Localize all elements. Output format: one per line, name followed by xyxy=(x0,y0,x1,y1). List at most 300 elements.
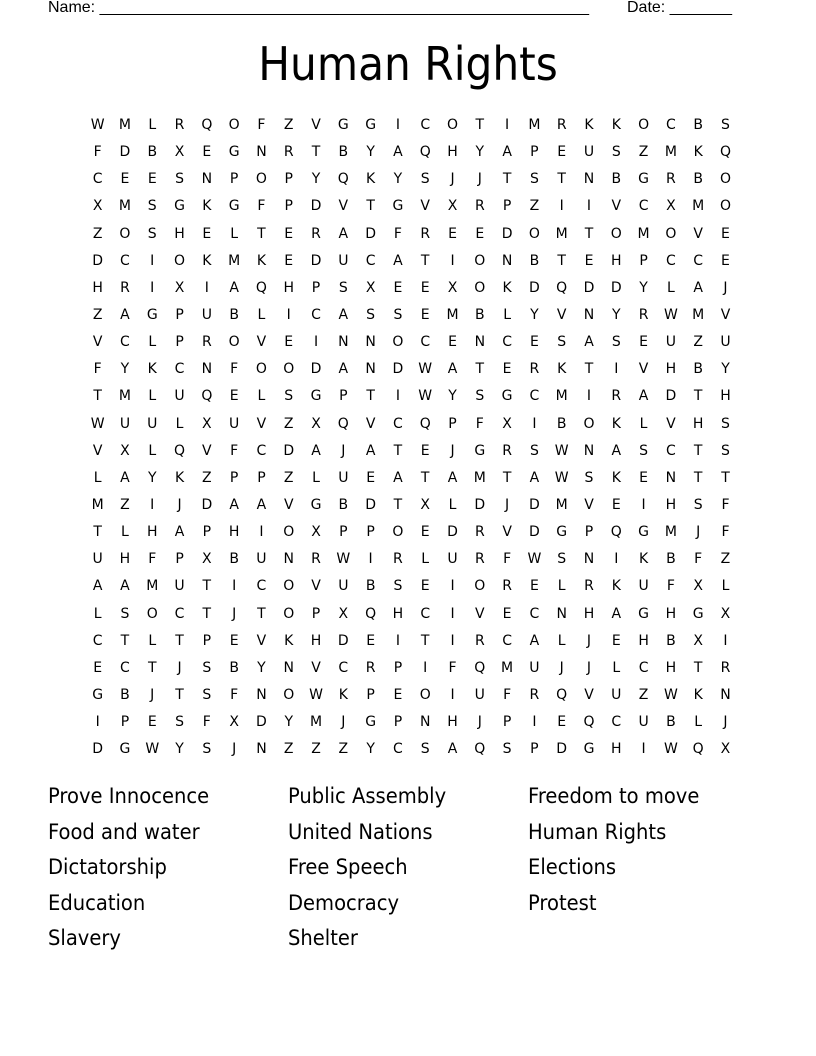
grid-letter[interactable]: T xyxy=(257,605,266,622)
grid-letter[interactable]: Y xyxy=(639,279,648,296)
grid-letter[interactable]: U xyxy=(201,306,212,323)
grid-letter[interactable]: U xyxy=(147,415,158,432)
grid-letter[interactable]: I xyxy=(450,605,455,622)
grid-letter[interactable]: L xyxy=(93,605,102,622)
grid-letter[interactable]: I xyxy=(559,198,564,215)
grid-letter[interactable]: B xyxy=(666,632,676,649)
grid-letter[interactable]: T xyxy=(93,388,102,405)
grid-letter[interactable]: J xyxy=(477,171,482,188)
grid-letter[interactable]: S xyxy=(611,334,621,351)
grid-letter[interactable]: D xyxy=(310,252,322,269)
grid-letter[interactable]: O xyxy=(283,524,295,541)
grid-letter[interactable]: U xyxy=(638,714,649,731)
grid-letter[interactable]: S xyxy=(393,306,403,323)
grid-letter[interactable]: M xyxy=(555,496,568,513)
grid-letter[interactable]: O xyxy=(419,686,431,703)
grid-letter[interactable]: T xyxy=(584,361,594,378)
grid-letter[interactable]: C xyxy=(256,578,267,595)
grid-letter[interactable]: D xyxy=(201,496,213,513)
grid-letter[interactable]: T xyxy=(584,225,594,242)
grid-letter[interactable]: O xyxy=(283,686,295,703)
grid-letter[interactable]: I xyxy=(532,714,537,731)
grid-letter[interactable]: Y xyxy=(147,469,157,486)
grid-letter[interactable]: G xyxy=(392,198,404,215)
grid-letter[interactable]: S xyxy=(584,469,594,486)
grid-letter[interactable]: S xyxy=(147,198,157,215)
grid-letter[interactable]: N xyxy=(338,334,349,351)
grid-letter[interactable]: V xyxy=(311,578,321,595)
grid-letter[interactable]: E xyxy=(557,144,567,161)
grid-letter[interactable]: V xyxy=(256,415,267,432)
grid-letter[interactable]: T xyxy=(502,469,512,486)
grid-letter[interactable]: I xyxy=(368,551,373,568)
grid-letter[interactable]: G xyxy=(474,442,486,459)
grid-letter[interactable]: E xyxy=(529,578,539,595)
grid-letter[interactable]: M xyxy=(555,225,568,242)
grid-letter[interactable]: E xyxy=(557,714,567,731)
grid-letter[interactable]: V xyxy=(611,198,622,215)
grid-letter[interactable]: L xyxy=(257,388,266,405)
grid-letter[interactable]: D xyxy=(447,524,458,541)
grid-letter[interactable]: Q xyxy=(365,605,377,622)
grid-letter[interactable]: I xyxy=(395,388,400,405)
grid-letter[interactable]: C xyxy=(393,741,403,758)
grid-letter[interactable]: Q xyxy=(556,686,568,703)
grid-letter[interactable]: F xyxy=(230,361,239,378)
grid-letter[interactable]: B xyxy=(147,144,158,161)
grid-letter[interactable]: X xyxy=(720,741,731,758)
grid-letter[interactable]: V xyxy=(365,415,376,432)
grid-letter[interactable]: O xyxy=(255,171,267,188)
grid-letter[interactable]: S xyxy=(611,144,621,161)
grid-letter[interactable]: D xyxy=(92,252,104,269)
grid-letter[interactable]: L xyxy=(148,334,157,351)
grid-letter[interactable]: M xyxy=(309,714,323,731)
grid-letter[interactable]: X xyxy=(666,198,676,215)
grid-letter[interactable]: O xyxy=(392,334,404,351)
grid-letter[interactable]: D xyxy=(365,225,376,242)
grid-letter[interactable]: P xyxy=(311,279,321,296)
grid-letter[interactable]: P xyxy=(339,388,348,405)
grid-letter[interactable]: H xyxy=(228,524,240,541)
grid-letter[interactable]: T xyxy=(175,686,184,703)
grid-letter[interactable]: I xyxy=(641,741,646,758)
grid-letter[interactable]: S xyxy=(721,117,730,133)
grid-letter[interactable]: L xyxy=(639,415,648,432)
grid-letter[interactable]: T xyxy=(420,252,430,269)
grid-letter[interactable]: N xyxy=(201,171,213,188)
grid-letter[interactable]: A xyxy=(338,306,349,323)
grid-letter[interactable]: R xyxy=(474,198,485,215)
grid-letter[interactable]: S xyxy=(475,388,485,405)
grid-letter[interactable]: T xyxy=(147,659,157,676)
grid-letter[interactable]: L xyxy=(557,632,566,649)
grid-letter[interactable]: O xyxy=(119,225,131,242)
grid-letter[interactable]: S xyxy=(502,741,512,758)
grid-letter[interactable]: J xyxy=(559,659,564,676)
grid-letter[interactable]: R xyxy=(201,334,212,351)
grid-letter[interactable]: B xyxy=(365,578,376,595)
grid-letter[interactable]: R xyxy=(611,388,622,405)
grid-letter[interactable]: I xyxy=(450,686,455,703)
grid-letter[interactable]: C xyxy=(665,117,676,133)
grid-letter[interactable]: F xyxy=(448,659,457,676)
grid-letter[interactable]: I xyxy=(532,415,537,432)
grid-letter[interactable]: H xyxy=(611,741,622,758)
grid-letter[interactable]: B xyxy=(666,551,676,568)
grid-letter[interactable]: E xyxy=(502,361,512,378)
grid-letter[interactable]: S xyxy=(366,306,376,323)
grid-letter[interactable]: M xyxy=(228,252,241,269)
grid-letter[interactable]: D xyxy=(610,279,622,296)
grid-letter[interactable]: R xyxy=(502,442,512,459)
grid-letter[interactable]: C xyxy=(338,659,349,676)
grid-letter[interactable]: V xyxy=(283,496,294,513)
grid-letter[interactable]: G xyxy=(583,741,595,758)
date-field[interactable]: Date: _______ xyxy=(627,0,732,16)
grid-letter[interactable]: K xyxy=(584,117,594,133)
grid-letter[interactable]: H xyxy=(692,415,704,432)
grid-letter[interactable]: Z xyxy=(92,225,103,242)
grid-letter[interactable]: E xyxy=(611,496,621,513)
grid-letter[interactable]: A xyxy=(447,361,458,378)
grid-letter[interactable]: W xyxy=(663,741,678,758)
grid-letter[interactable]: X xyxy=(311,415,321,432)
grid-letter[interactable]: B xyxy=(693,171,703,188)
grid-letter[interactable]: E xyxy=(93,659,103,676)
grid-letter[interactable]: B xyxy=(338,496,349,513)
grid-letter[interactable]: K xyxy=(502,279,512,296)
grid-letter[interactable]: H xyxy=(146,524,158,541)
grid-letter[interactable]: R xyxy=(584,578,594,595)
grid-letter[interactable]: K xyxy=(202,198,212,215)
grid-letter[interactable]: Y xyxy=(257,659,266,676)
grid-letter[interactable]: Y xyxy=(284,714,293,731)
grid-letter[interactable]: N xyxy=(365,361,376,378)
grid-letter[interactable]: E xyxy=(529,334,539,351)
grid-letter[interactable]: G xyxy=(228,198,240,215)
grid-letter[interactable]: S xyxy=(693,496,703,513)
grid-letter[interactable]: K xyxy=(366,171,376,188)
grid-letter[interactable]: F xyxy=(230,442,239,459)
grid-letter[interactable]: F xyxy=(148,551,157,568)
grid-letter[interactable]: C xyxy=(420,334,431,351)
grid-letter[interactable]: E xyxy=(420,279,430,296)
grid-letter[interactable]: A xyxy=(120,306,130,323)
grid-letter[interactable]: K xyxy=(338,686,348,703)
grid-letter[interactable]: I xyxy=(232,578,237,595)
grid-letter[interactable]: B xyxy=(229,659,239,676)
grid-letter[interactable]: M xyxy=(91,496,104,513)
grid-letter[interactable]: A xyxy=(256,496,267,513)
grid-letter[interactable]: H xyxy=(119,551,131,568)
grid-letter[interactable]: B xyxy=(556,415,567,432)
grid-letter[interactable]: E xyxy=(229,632,239,649)
grid-letter[interactable]: A xyxy=(311,442,321,459)
grid-letter[interactable]: U xyxy=(611,686,622,703)
grid-letter[interactable]: V xyxy=(638,361,649,378)
grid-letter[interactable]: U xyxy=(229,415,240,432)
grid-letter[interactable]: P xyxy=(284,198,293,215)
grid-letter[interactable]: W xyxy=(554,469,569,486)
grid-letter[interactable]: F xyxy=(202,714,211,731)
grid-letter[interactable]: F xyxy=(230,686,239,703)
grid-letter[interactable]: X xyxy=(174,144,185,161)
grid-letter[interactable]: N xyxy=(720,686,731,703)
grid-letter[interactable]: G xyxy=(501,388,513,405)
grid-letter[interactable]: P xyxy=(175,334,184,351)
grid-letter[interactable]: G xyxy=(146,306,158,323)
grid-letter[interactable]: Y xyxy=(530,306,539,323)
grid-letter[interactable]: V xyxy=(475,605,485,622)
grid-letter[interactable]: M xyxy=(118,117,131,133)
grid-letter[interactable]: J xyxy=(586,632,592,649)
grid-letter[interactable]: T xyxy=(175,632,184,649)
grid-letter[interactable]: U xyxy=(474,686,485,703)
grid-letter[interactable]: U xyxy=(447,551,458,568)
grid-letter[interactable]: R xyxy=(474,551,485,568)
grid-letter[interactable]: I xyxy=(614,551,619,568)
grid-letter[interactable]: V xyxy=(338,198,349,215)
grid-letter[interactable]: Z xyxy=(638,686,649,703)
grid-letter[interactable]: N xyxy=(556,605,567,622)
grid-letter[interactable]: D xyxy=(529,496,540,513)
grid-letter[interactable]: D xyxy=(119,144,131,161)
grid-letter[interactable]: P xyxy=(202,524,212,541)
grid-letter[interactable]: R xyxy=(120,279,130,296)
grid-letter[interactable]: A xyxy=(92,578,103,595)
grid-letter[interactable]: U xyxy=(256,551,267,568)
grid-letter[interactable]: F xyxy=(721,524,730,541)
grid-letter[interactable]: Z xyxy=(202,469,212,486)
grid-letter[interactable]: I xyxy=(641,496,646,513)
grid-letter[interactable]: P xyxy=(393,714,403,731)
grid-letter[interactable]: V xyxy=(502,524,512,541)
grid-letter[interactable]: P xyxy=(229,469,239,486)
grid-letter[interactable]: P xyxy=(530,144,539,161)
grid-letter[interactable]: A xyxy=(338,225,349,242)
grid-letter[interactable]: H xyxy=(92,279,103,296)
grid-letter[interactable]: G xyxy=(337,117,349,133)
grid-letter[interactable]: T xyxy=(693,388,703,405)
grid-letter[interactable]: L xyxy=(93,469,102,486)
grid-letter[interactable]: K xyxy=(693,686,703,703)
grid-letter[interactable]: Q xyxy=(201,117,213,133)
grid-letter[interactable]: U xyxy=(92,551,103,568)
grid-letter[interactable]: V xyxy=(720,306,731,323)
grid-letter[interactable]: B xyxy=(693,117,703,133)
grid-letter[interactable]: A xyxy=(365,442,376,459)
grid-letter[interactable]: O xyxy=(474,578,486,595)
grid-letter[interactable]: W xyxy=(418,388,433,405)
grid-letter[interactable]: J xyxy=(450,171,455,188)
grid-letter[interactable]: D xyxy=(310,198,322,215)
grid-letter[interactable]: F xyxy=(503,686,512,703)
grid-letter[interactable]: K xyxy=(174,469,185,486)
grid-letter[interactable]: F xyxy=(721,496,730,513)
grid-letter[interactable]: B xyxy=(229,306,239,323)
grid-letter[interactable]: K xyxy=(611,469,621,486)
grid-letter[interactable]: A xyxy=(611,442,622,459)
grid-letter[interactable]: A xyxy=(120,469,130,486)
grid-letter[interactable]: Z xyxy=(283,741,294,758)
grid-letter[interactable]: X xyxy=(502,415,512,432)
grid-letter[interactable]: P xyxy=(639,252,648,269)
grid-letter[interactable]: V xyxy=(256,334,267,351)
grid-letter[interactable]: G xyxy=(638,605,650,622)
grid-letter[interactable]: I xyxy=(395,632,400,649)
grid-letter[interactable]: F xyxy=(475,415,484,432)
grid-letter[interactable]: B xyxy=(120,686,130,703)
grid-letter[interactable]: E xyxy=(229,388,239,405)
grid-letter[interactable]: W xyxy=(90,415,105,432)
grid-letter[interactable]: N xyxy=(283,659,294,676)
grid-letter[interactable]: D xyxy=(529,524,540,541)
grid-letter[interactable]: V xyxy=(584,686,594,703)
grid-letter[interactable]: A xyxy=(120,578,130,595)
grid-letter[interactable]: C xyxy=(611,714,622,731)
grid-letter[interactable]: H xyxy=(174,225,185,242)
grid-letter[interactable]: N xyxy=(283,551,294,568)
grid-letter[interactable]: R xyxy=(420,225,431,242)
grid-letter[interactable]: S xyxy=(202,686,212,703)
grid-letter[interactable]: A xyxy=(393,252,403,269)
grid-letter[interactable]: E xyxy=(420,442,430,459)
grid-letter[interactable]: P xyxy=(448,415,457,432)
grid-letter[interactable]: E xyxy=(120,171,130,188)
grid-letter[interactable]: Y xyxy=(393,171,403,188)
grid-letter[interactable]: H xyxy=(447,714,458,731)
grid-letter[interactable]: M xyxy=(664,524,677,541)
name-field[interactable]: Name: _______________________________________________________ xyxy=(48,0,589,16)
grid-letter[interactable]: T xyxy=(366,198,375,215)
grid-letter[interactable]: O xyxy=(610,225,622,242)
grid-letter[interactable]: R xyxy=(393,551,403,568)
grid-letter[interactable]: R xyxy=(502,578,512,595)
grid-letter[interactable]: E xyxy=(584,252,594,269)
grid-letter[interactable]: J xyxy=(150,686,155,703)
grid-letter[interactable]: G xyxy=(310,496,322,513)
grid-letter[interactable]: I xyxy=(450,252,455,269)
grid-letter[interactable]: S xyxy=(338,279,348,296)
grid-letter[interactable]: U xyxy=(174,578,185,595)
grid-letter[interactable]: D xyxy=(529,279,540,296)
grid-letter[interactable]: I xyxy=(423,659,428,676)
grid-letter[interactable]: L xyxy=(612,659,621,676)
grid-letter[interactable]: Q xyxy=(556,279,568,296)
grid-letter[interactable]: E xyxy=(721,252,730,269)
grid-letter[interactable]: P xyxy=(393,659,403,676)
grid-letter[interactable]: K xyxy=(611,415,621,432)
grid-letter[interactable]: M xyxy=(692,306,705,323)
grid-letter[interactable]: U xyxy=(338,252,349,269)
grid-letter[interactable]: X xyxy=(720,605,731,622)
grid-letter[interactable]: N xyxy=(365,334,376,351)
grid-letter[interactable]: C xyxy=(311,306,321,323)
grid-letter[interactable]: U xyxy=(529,659,540,676)
grid-letter[interactable]: K xyxy=(611,578,621,595)
grid-letter[interactable]: M xyxy=(118,198,131,215)
grid-letter[interactable]: T xyxy=(693,469,703,486)
grid-letter[interactable]: P xyxy=(202,632,212,649)
grid-letter[interactable]: H xyxy=(583,605,595,622)
grid-letter[interactable]: S xyxy=(202,741,212,758)
grid-letter[interactable]: O xyxy=(146,605,158,622)
grid-letter[interactable]: L xyxy=(148,117,157,133)
grid-letter[interactable]: C xyxy=(665,252,676,269)
grid-letter[interactable]: D xyxy=(92,741,104,758)
grid-letter[interactable]: C xyxy=(420,605,431,622)
grid-letter[interactable]: Y xyxy=(448,388,457,405)
grid-letter[interactable]: R xyxy=(311,551,321,568)
grid-letter[interactable]: L xyxy=(666,279,675,296)
grid-letter[interactable]: H xyxy=(283,279,294,296)
grid-letter[interactable]: A xyxy=(529,469,540,486)
grid-letter[interactable]: S xyxy=(557,551,567,568)
grid-letter[interactable]: H xyxy=(665,361,677,378)
grid-letter[interactable]: C xyxy=(92,171,103,188)
grid-letter[interactable]: Q xyxy=(174,442,186,459)
grid-letter[interactable]: O xyxy=(474,252,486,269)
grid-letter[interactable]: D xyxy=(256,714,267,731)
grid-letter[interactable]: Y xyxy=(366,144,375,161)
grid-letter[interactable]: X xyxy=(365,279,376,296)
grid-letter[interactable]: F xyxy=(393,225,402,242)
grid-letter[interactable]: C xyxy=(174,605,185,622)
grid-letter[interactable]: I xyxy=(505,117,510,133)
grid-letter[interactable]: I xyxy=(723,632,728,649)
grid-letter[interactable]: J xyxy=(723,714,728,731)
grid-letter[interactable]: L xyxy=(148,442,157,459)
grid-letter[interactable]: V xyxy=(666,415,676,432)
grid-letter[interactable]: H xyxy=(665,659,677,676)
grid-letter[interactable]: Y xyxy=(175,741,184,758)
grid-letter[interactable]: Z xyxy=(120,496,130,513)
grid-letter[interactable]: O xyxy=(174,252,186,269)
grid-letter[interactable]: G xyxy=(692,605,704,622)
grid-letter[interactable]: C xyxy=(638,198,649,215)
grid-letter[interactable]: J xyxy=(341,442,346,459)
grid-letter[interactable]: C xyxy=(120,659,130,676)
grid-letter[interactable]: X xyxy=(174,279,185,296)
grid-letter[interactable]: C xyxy=(529,388,540,405)
grid-letter[interactable]: F xyxy=(257,198,266,215)
grid-letter[interactable]: C xyxy=(120,334,130,351)
grid-letter[interactable]: O xyxy=(283,578,295,595)
grid-letter[interactable]: G xyxy=(174,198,185,215)
grid-letter[interactable]: A xyxy=(393,469,403,486)
grid-letter[interactable]: O xyxy=(255,361,267,378)
grid-letter[interactable]: J xyxy=(232,741,237,758)
grid-letter[interactable]: G xyxy=(638,524,650,541)
grid-letter[interactable]: X xyxy=(338,605,349,622)
grid-letter[interactable]: N xyxy=(256,741,267,758)
grid-letter[interactable]: R xyxy=(638,306,649,323)
grid-letter[interactable]: L xyxy=(230,225,239,242)
grid-letter[interactable]: Y xyxy=(311,171,321,188)
grid-letter[interactable]: H xyxy=(447,144,458,161)
grid-letter[interactable]: J xyxy=(177,496,182,513)
grid-letter[interactable]: E xyxy=(639,469,649,486)
grid-letter[interactable]: R xyxy=(174,117,185,133)
grid-letter[interactable]: C xyxy=(502,334,512,351)
grid-letter[interactable]: Q xyxy=(419,415,431,432)
grid-letter[interactable]: I xyxy=(313,334,319,351)
grid-letter[interactable]: T xyxy=(693,659,703,676)
grid-letter[interactable]: H xyxy=(638,632,649,649)
grid-letter[interactable]: W xyxy=(145,741,160,758)
grid-letter[interactable]: D xyxy=(365,496,376,513)
